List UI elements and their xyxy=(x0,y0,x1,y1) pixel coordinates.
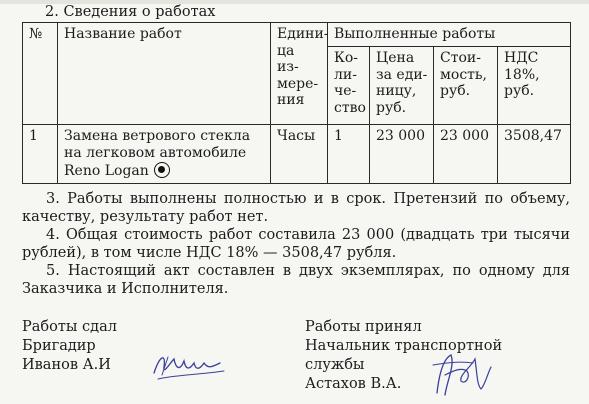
transport-head-signature xyxy=(425,345,500,401)
header-group-completed-works: Выполненные работы xyxy=(328,23,571,47)
paragraph-3: 3. Работы выполнены полностью и в срок. Претензий по объему, качеству, результату работ нет. xyxy=(22,191,570,225)
header-num: № xyxy=(23,23,58,125)
header-qty: Ко- ли- че- ство xyxy=(328,47,370,125)
paragraph-4: 4. Общая стоимость работ составила 23 000 (двадцать три тысячи рублей), в том числе НДС 18% — 3508,47 рубля. xyxy=(22,227,570,261)
header-vat: НДС 18%, руб. xyxy=(498,47,571,125)
transport-head-name: Астахов В.А. xyxy=(305,376,402,392)
foreman-name: Иванов А.И xyxy=(22,357,111,373)
header-name: Название работ xyxy=(58,23,271,125)
cell-name: Замена ветрового стекла на легковом автомобиле Reno Logan xyxy=(58,125,271,184)
cell-vat: 3508,47 xyxy=(498,125,571,184)
header-cost: Стои- мость, руб. xyxy=(434,47,498,125)
filled-circle-icon xyxy=(154,162,170,178)
cell-price: 23 000 xyxy=(370,125,434,184)
section-title: 2. Сведения о работах xyxy=(45,4,216,20)
cell-qty: 1 xyxy=(328,125,370,184)
cell-cost: 23 000 xyxy=(434,125,498,184)
table-row xyxy=(23,125,571,184)
cell-num: 1 xyxy=(23,125,58,184)
handed-over-label: Работы сдал xyxy=(22,319,117,335)
signature-block-handed-over xyxy=(22,318,117,375)
accepted-label: Работы принял xyxy=(305,319,422,335)
works-table xyxy=(22,22,571,184)
service-label: службы xyxy=(305,357,365,373)
cell-unit: Часы xyxy=(271,125,328,184)
header-price: Цена за еди- ницу, руб. xyxy=(370,47,434,125)
transport-head-title: Начальник транспортной xyxy=(305,338,503,354)
header-unit: Едини- ца из- мере- ния xyxy=(271,23,328,125)
paragraph-5: 5. Настоящий акт составлен в двух экземплярах, по одному для Заказчика и Исполнителя. xyxy=(22,263,570,297)
foreman-title: Бригадир xyxy=(22,338,96,354)
foreman-signature xyxy=(150,345,230,385)
